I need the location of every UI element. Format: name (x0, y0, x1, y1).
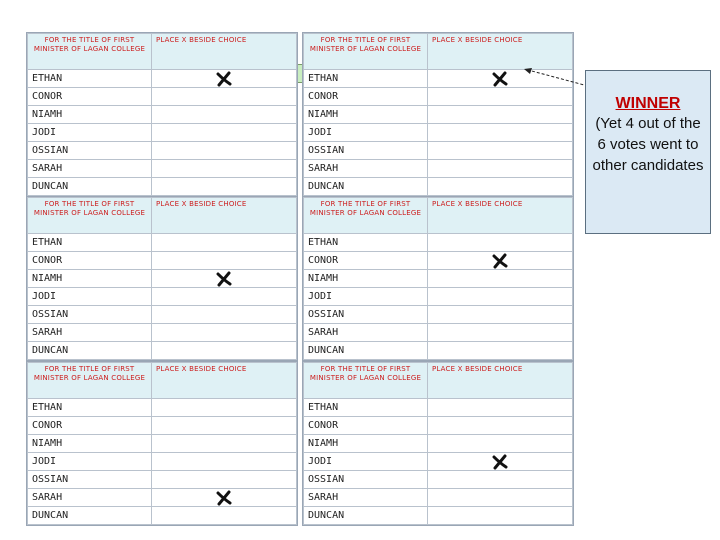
candidate-name: JODI (304, 453, 428, 471)
choice-cell[interactable] (152, 324, 297, 342)
ballot-table (303, 362, 573, 525)
choice-cell[interactable] (152, 252, 297, 270)
ballot-title: FOR THE TITLE OF FIRST MINISTER OF LAGAN COLLEGE (33, 36, 146, 53)
ballot-paper (302, 196, 574, 361)
candidate-row (28, 324, 297, 342)
ballot-header-row (28, 34, 297, 70)
ballot-title: FOR THE TITLE OF FIRST MINISTER OF LAGAN COLLEGE (33, 200, 146, 217)
candidate-row (304, 435, 573, 453)
choice-cell[interactable] (152, 507, 297, 525)
choice-cell[interactable] (428, 507, 573, 525)
arrow-icon (520, 64, 590, 94)
choice-cell[interactable] (428, 435, 573, 453)
candidate-row (304, 399, 573, 417)
candidate-name: OSSIAN (28, 142, 152, 160)
ballot-place-cell (428, 198, 573, 234)
ballot-title-cell (304, 34, 428, 70)
candidate-row (28, 106, 297, 124)
candidate-name: CONOR (304, 417, 428, 435)
x-mark-icon (492, 253, 508, 269)
choice-cell[interactable] (428, 270, 573, 288)
choice-cell[interactable] (428, 124, 573, 142)
candidate-row (28, 178, 297, 196)
choice-cell[interactable] (152, 453, 297, 471)
candidate-name: OSSIAN (304, 306, 428, 324)
ballot-title-cell (28, 363, 152, 399)
candidate-name: OSSIAN (304, 471, 428, 489)
candidate-row (304, 160, 573, 178)
ballot-place-label: PLACE X BESIDE CHOICE (156, 36, 247, 44)
candidate-name: DUNCAN (28, 507, 152, 525)
candidate-name: ETHAN (304, 399, 428, 417)
ballot-place-label: PLACE X BESIDE CHOICE (432, 365, 523, 373)
candidate-row (304, 252, 573, 270)
choice-cell[interactable] (152, 106, 297, 124)
candidate-name: DUNCAN (304, 178, 428, 196)
ballot-table (303, 197, 573, 360)
choice-cell[interactable] (428, 252, 573, 270)
ballot-paper (302, 361, 574, 526)
choice-cell[interactable] (428, 160, 573, 178)
choice-cell[interactable] (428, 399, 573, 417)
ballot-place-cell (152, 363, 297, 399)
candidate-name: CONOR (304, 252, 428, 270)
ballot-table (303, 33, 573, 196)
choice-cell[interactable] (428, 106, 573, 124)
candidate-row (304, 270, 573, 288)
ballot-place-label: PLACE X BESIDE CHOICE (156, 200, 247, 208)
ballot-place-cell (152, 198, 297, 234)
ballot-header-row (28, 363, 297, 399)
candidate-row (304, 342, 573, 360)
candidate-name: CONOR (28, 252, 152, 270)
winner-callout (585, 70, 711, 234)
winner-note: (Yet 4 out of the 6 votes went to other candidates (592, 115, 704, 174)
ballot-header-row (304, 198, 573, 234)
candidate-name: SARAH (28, 489, 152, 507)
candidate-row (304, 234, 573, 252)
candidate-row (28, 417, 297, 435)
candidate-name: SARAH (304, 324, 428, 342)
choice-cell[interactable] (428, 142, 573, 160)
candidate-name: JODI (28, 453, 152, 471)
candidate-name: DUNCAN (304, 507, 428, 525)
choice-cell[interactable] (152, 88, 297, 106)
x-mark-icon (492, 71, 508, 87)
candidate-name: JODI (28, 124, 152, 142)
ballot-place-cell (152, 34, 297, 70)
ballot-table (27, 362, 297, 525)
choice-cell[interactable] (152, 70, 297, 88)
candidate-name: NIAMH (28, 435, 152, 453)
ballot-header-row (304, 363, 573, 399)
candidate-name: CONOR (28, 417, 152, 435)
choice-cell[interactable] (428, 471, 573, 489)
choice-cell[interactable] (152, 160, 297, 178)
candidate-row (28, 234, 297, 252)
candidate-name: JODI (304, 124, 428, 142)
candidate-row (304, 306, 573, 324)
candidate-name: OSSIAN (28, 471, 152, 489)
ballot-paper (26, 361, 298, 526)
candidate-row (28, 489, 297, 507)
candidate-row (304, 507, 573, 525)
candidate-row (304, 288, 573, 306)
candidate-row (28, 288, 297, 306)
choice-cell[interactable] (428, 489, 573, 507)
candidate-row (28, 160, 297, 178)
choice-cell[interactable] (428, 417, 573, 435)
ballot-title-cell (28, 198, 152, 234)
candidate-row (28, 507, 297, 525)
ballot-title: FOR THE TITLE OF FIRST MINISTER OF LAGAN COLLEGE (309, 36, 422, 53)
choice-cell[interactable] (152, 306, 297, 324)
candidate-name: NIAMH (28, 270, 152, 288)
choice-cell[interactable] (428, 178, 573, 196)
choice-cell[interactable] (152, 342, 297, 360)
candidate-row (28, 342, 297, 360)
choice-cell[interactable] (152, 288, 297, 306)
ballot-paper (26, 196, 298, 361)
candidate-name: OSSIAN (28, 306, 152, 324)
ballot-title: FOR THE TITLE OF FIRST MINISTER OF LAGAN COLLEGE (309, 365, 422, 382)
candidate-row (304, 453, 573, 471)
candidate-name: DUNCAN (28, 342, 152, 360)
candidate-row (304, 178, 573, 196)
candidate-name: NIAMH (304, 270, 428, 288)
choice-cell[interactable] (152, 234, 297, 252)
candidate-name: SARAH (28, 160, 152, 178)
choice-cell[interactable] (428, 342, 573, 360)
choice-cell[interactable] (152, 471, 297, 489)
ballot-title-cell (28, 34, 152, 70)
choice-cell[interactable] (428, 453, 573, 471)
candidate-name: NIAMH (304, 435, 428, 453)
choice-cell[interactable] (152, 435, 297, 453)
x-mark-icon (216, 271, 232, 287)
candidate-row (304, 471, 573, 489)
choice-cell[interactable] (428, 306, 573, 324)
candidate-name: JODI (28, 288, 152, 306)
candidate-name: DUNCAN (28, 178, 152, 196)
candidate-name: NIAMH (304, 106, 428, 124)
choice-cell[interactable] (428, 288, 573, 306)
candidate-row (304, 489, 573, 507)
candidate-name: JODI (304, 288, 428, 306)
choice-cell[interactable] (428, 324, 573, 342)
ballot-table (27, 197, 297, 360)
candidate-row (28, 124, 297, 142)
candidate-row (304, 124, 573, 142)
candidate-row (28, 70, 297, 88)
candidate-name: OSSIAN (304, 142, 428, 160)
ballot-title: FOR THE TITLE OF FIRST MINISTER OF LAGAN COLLEGE (309, 200, 422, 217)
candidate-row (28, 270, 297, 288)
candidate-name: SARAH (28, 324, 152, 342)
candidate-name: DUNCAN (304, 342, 428, 360)
candidate-row (304, 142, 573, 160)
x-mark-icon (216, 490, 232, 506)
ballot-title-cell (304, 198, 428, 234)
candidate-row (28, 252, 297, 270)
candidate-name: NIAMH (28, 106, 152, 124)
ballot-place-label: PLACE X BESIDE CHOICE (432, 36, 523, 44)
candidate-name: CONOR (304, 88, 428, 106)
ballot-title: FOR THE TITLE OF FIRST MINISTER OF LAGAN COLLEGE (33, 365, 146, 382)
ballot-place-cell (428, 363, 573, 399)
choice-cell[interactable] (428, 234, 573, 252)
ballot-paper (302, 32, 574, 197)
choice-cell[interactable] (152, 124, 297, 142)
candidate-row (28, 399, 297, 417)
candidate-row (28, 88, 297, 106)
ballot-title-cell (304, 363, 428, 399)
choice-cell[interactable] (152, 270, 297, 288)
choice-cell[interactable] (152, 417, 297, 435)
candidate-name: SARAH (304, 489, 428, 507)
choice-cell[interactable] (152, 399, 297, 417)
ballot-table (27, 33, 297, 196)
candidate-name: ETHAN (304, 70, 428, 88)
candidate-name: ETHAN (28, 399, 152, 417)
candidate-name: ETHAN (28, 70, 152, 88)
candidate-row (304, 106, 573, 124)
candidate-row (304, 417, 573, 435)
ballot-place-label: PLACE X BESIDE CHOICE (156, 365, 247, 373)
ballot-place-label: PLACE X BESIDE CHOICE (432, 200, 523, 208)
x-mark-icon (492, 454, 508, 470)
candidate-name: SARAH (304, 160, 428, 178)
candidate-name: ETHAN (304, 234, 428, 252)
candidate-row (28, 142, 297, 160)
candidate-row (28, 435, 297, 453)
ballot-header-row (28, 198, 297, 234)
candidate-name: ETHAN (28, 234, 152, 252)
choice-cell[interactable] (152, 178, 297, 196)
choice-cell[interactable] (152, 142, 297, 160)
candidate-row (28, 453, 297, 471)
choice-cell[interactable] (152, 489, 297, 507)
winner-title: WINNER (615, 95, 681, 112)
ballot-paper (26, 32, 298, 197)
candidate-row (28, 471, 297, 489)
candidate-row (28, 306, 297, 324)
candidate-name: CONOR (28, 88, 152, 106)
candidate-row (304, 324, 573, 342)
x-mark-icon (216, 71, 232, 87)
